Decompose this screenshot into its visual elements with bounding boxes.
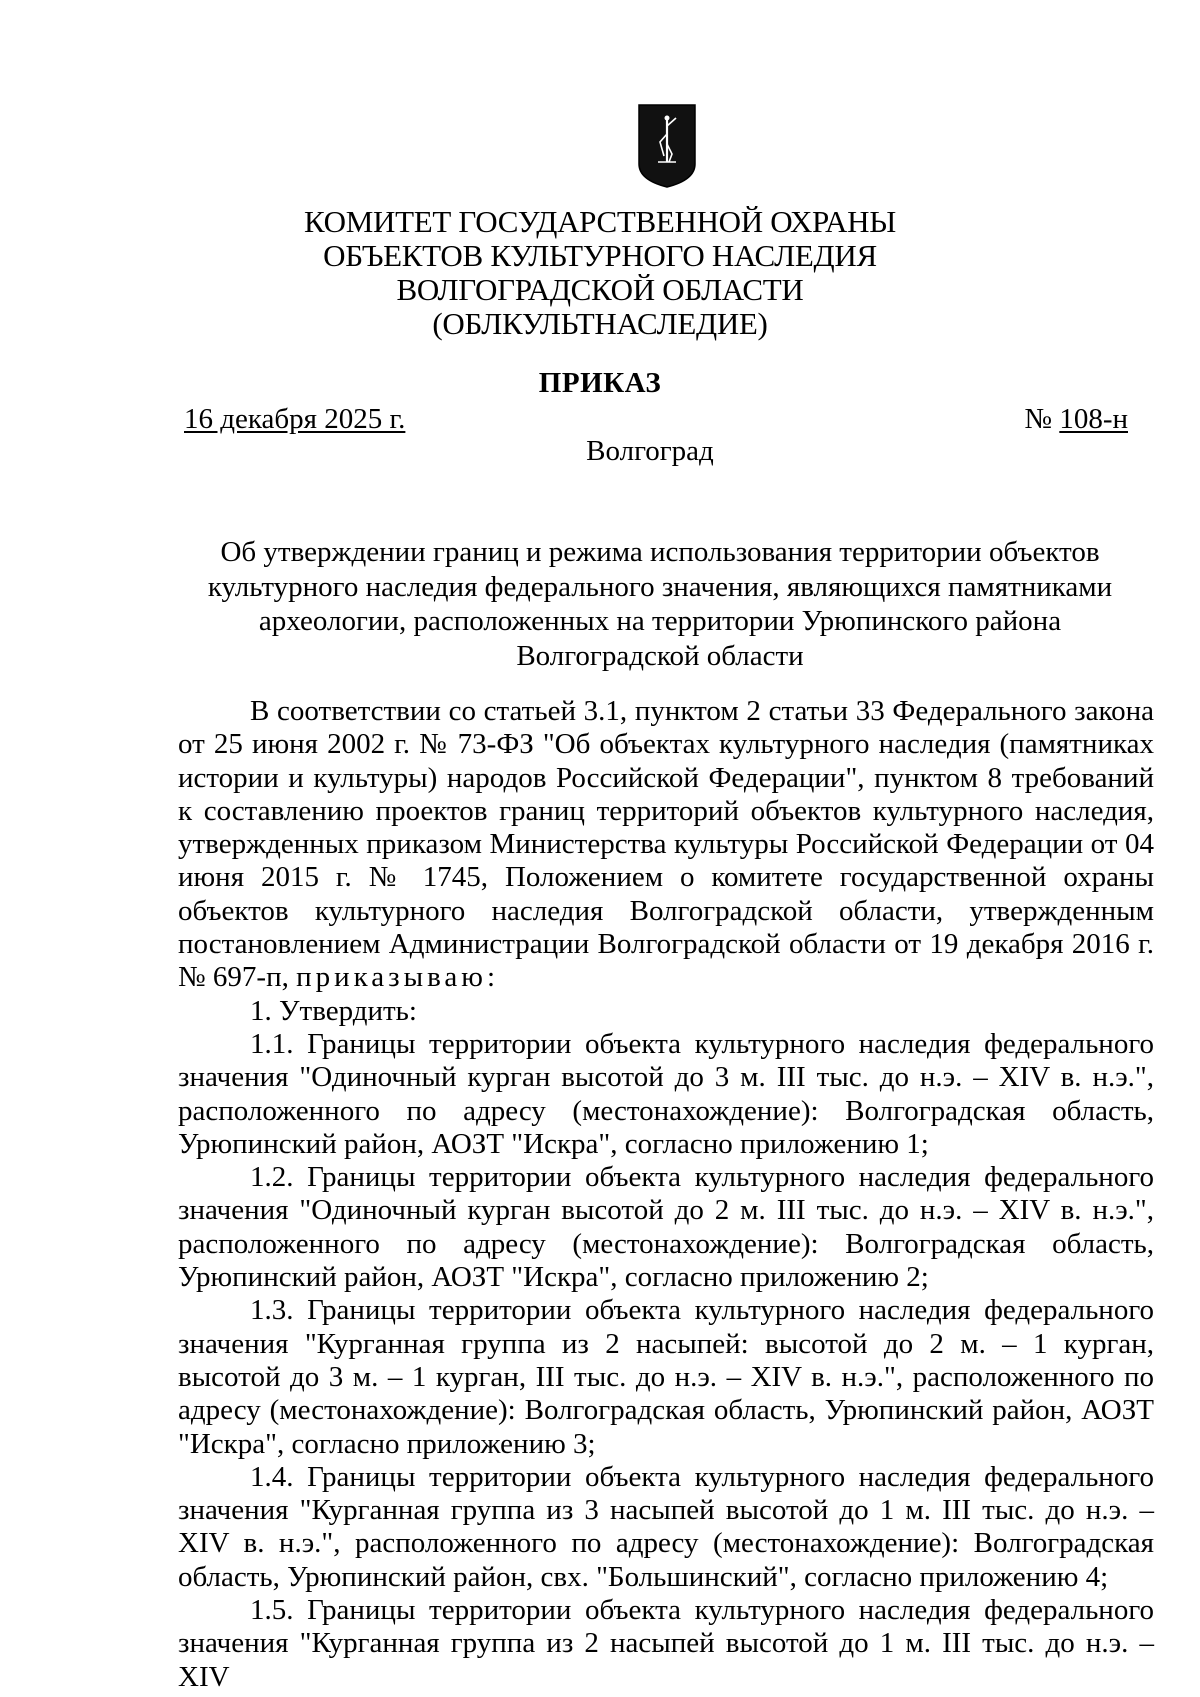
subject-line: культурного наследия федерального значения, являющихся памятниками <box>207 570 1113 603</box>
item-1: 1. Утвердить: <box>250 994 417 1027</box>
document-body <box>178 695 1154 1694</box>
preamble-paragraph <box>178 695 1154 995</box>
item-1-4: 1.4. Границы территории объекта культурного наследия федерального значения "Курганная группа из 3 насыпей высотой до 1 м. III тыс. до н.э. – XIV в. н.э.", расположенного по адресу (местонахождение): Волгоградская область, Урюпинский район, свх. "Большинский", согласно приложению 4; <box>178 1460 1154 1593</box>
document-date: 16 декабря 2025 г. <box>184 403 406 435</box>
item-1-5: 1.5. Границы территории объекта культурного наследия федерального значения "Курганная группа из 2 насыпей высотой до 1 м. III тыс. до н.э. – XIV <box>178 1594 1154 1693</box>
subject-line: археологии, расположенных на территории Урюпинского района <box>258 605 1062 638</box>
preamble-text: В соответствии со статьей 3.1, пунктом 2 статьи 33 Федерального закона от 25 июня 2002 г. № 73-ФЗ "Об объектах культурного наследия (памятниках истории и культуры) народов Российской Федерации", пунктом 8 требований к составлению проектов границ территорий объектов культурного наследия, утвержденных приказом Министерства культуры Российской Федерации от 04 июня 2015 г. № 1745, Положением о комитете государственной охраны объектов культурного наследия Волгоградской области, утвержденным постановлением Администрации Волгоградской области от 19 декабря 2016 г. № 697-п, <box>178 695 1154 994</box>
org-line: ВОЛГОГРАДСКОЙ ОБЛАСТИ <box>396 272 804 307</box>
org-line: КОМИТЕТ ГОСУДАРСТВЕННОЙ ОХРАНЫ <box>304 204 896 239</box>
item-1-2: 1.2. Границы территории объекта культурного наследия федерального значения "Одиночный курган высотой до 2 м. III тыс. до н.э. – XIV в. н.э.", расположенного по адресу (местонахождение): Волгоградская область, Урюпинский район, АОЗТ "Искра", согласно приложению 2; <box>178 1161 1154 1294</box>
document-type: ПРИКАЗ <box>538 367 662 399</box>
number-prefix: № <box>1024 403 1053 435</box>
item-1-3: 1.3. Границы территории объекта культурного наследия федерального значения "Курганная группа из 2 насыпей: высотой до 2 м. – 1 курган, высотой до 3 м. – 1 курган, III тыс. до н.э. – XIV в. н.э.", расположенного по адресу (местонахождение): Волгоградская область, Урюпинский район, АОЗТ "Искра", согласно приложению 3; <box>178 1294 1154 1460</box>
document-number <box>1024 403 1128 436</box>
org-line: (ОБЛКУЛЬТНАСЛЕДИЕ) <box>432 306 768 341</box>
organization-name <box>300 205 900 341</box>
document-subject <box>160 535 1160 674</box>
order-word: приказываю: <box>296 961 500 994</box>
item-1-1: 1.1. Границы территории объекта культурного наследия федерального значения "Одиночный курган высотой до 3 м. III тыс. до н.э. – XIV в. н.э.", расположенного по адресу (местонахождение): Волгоградская область, Урюпинский район, АОЗТ "Искра", согласно приложению 1; <box>178 1027 1154 1160</box>
volgograd-coat-of-arms-icon <box>638 104 696 188</box>
number-value: 108-н <box>1059 403 1128 435</box>
org-line: ОБЪЕКТОВ КУЛЬТУРНОГО НАСЛЕДИЯ <box>323 238 877 273</box>
document-city: Волгоград <box>586 435 714 467</box>
subject-line: Волгоградской области <box>516 640 804 673</box>
subject-line: Об утверждении границ и режима использования территории объектов <box>220 536 1100 568</box>
